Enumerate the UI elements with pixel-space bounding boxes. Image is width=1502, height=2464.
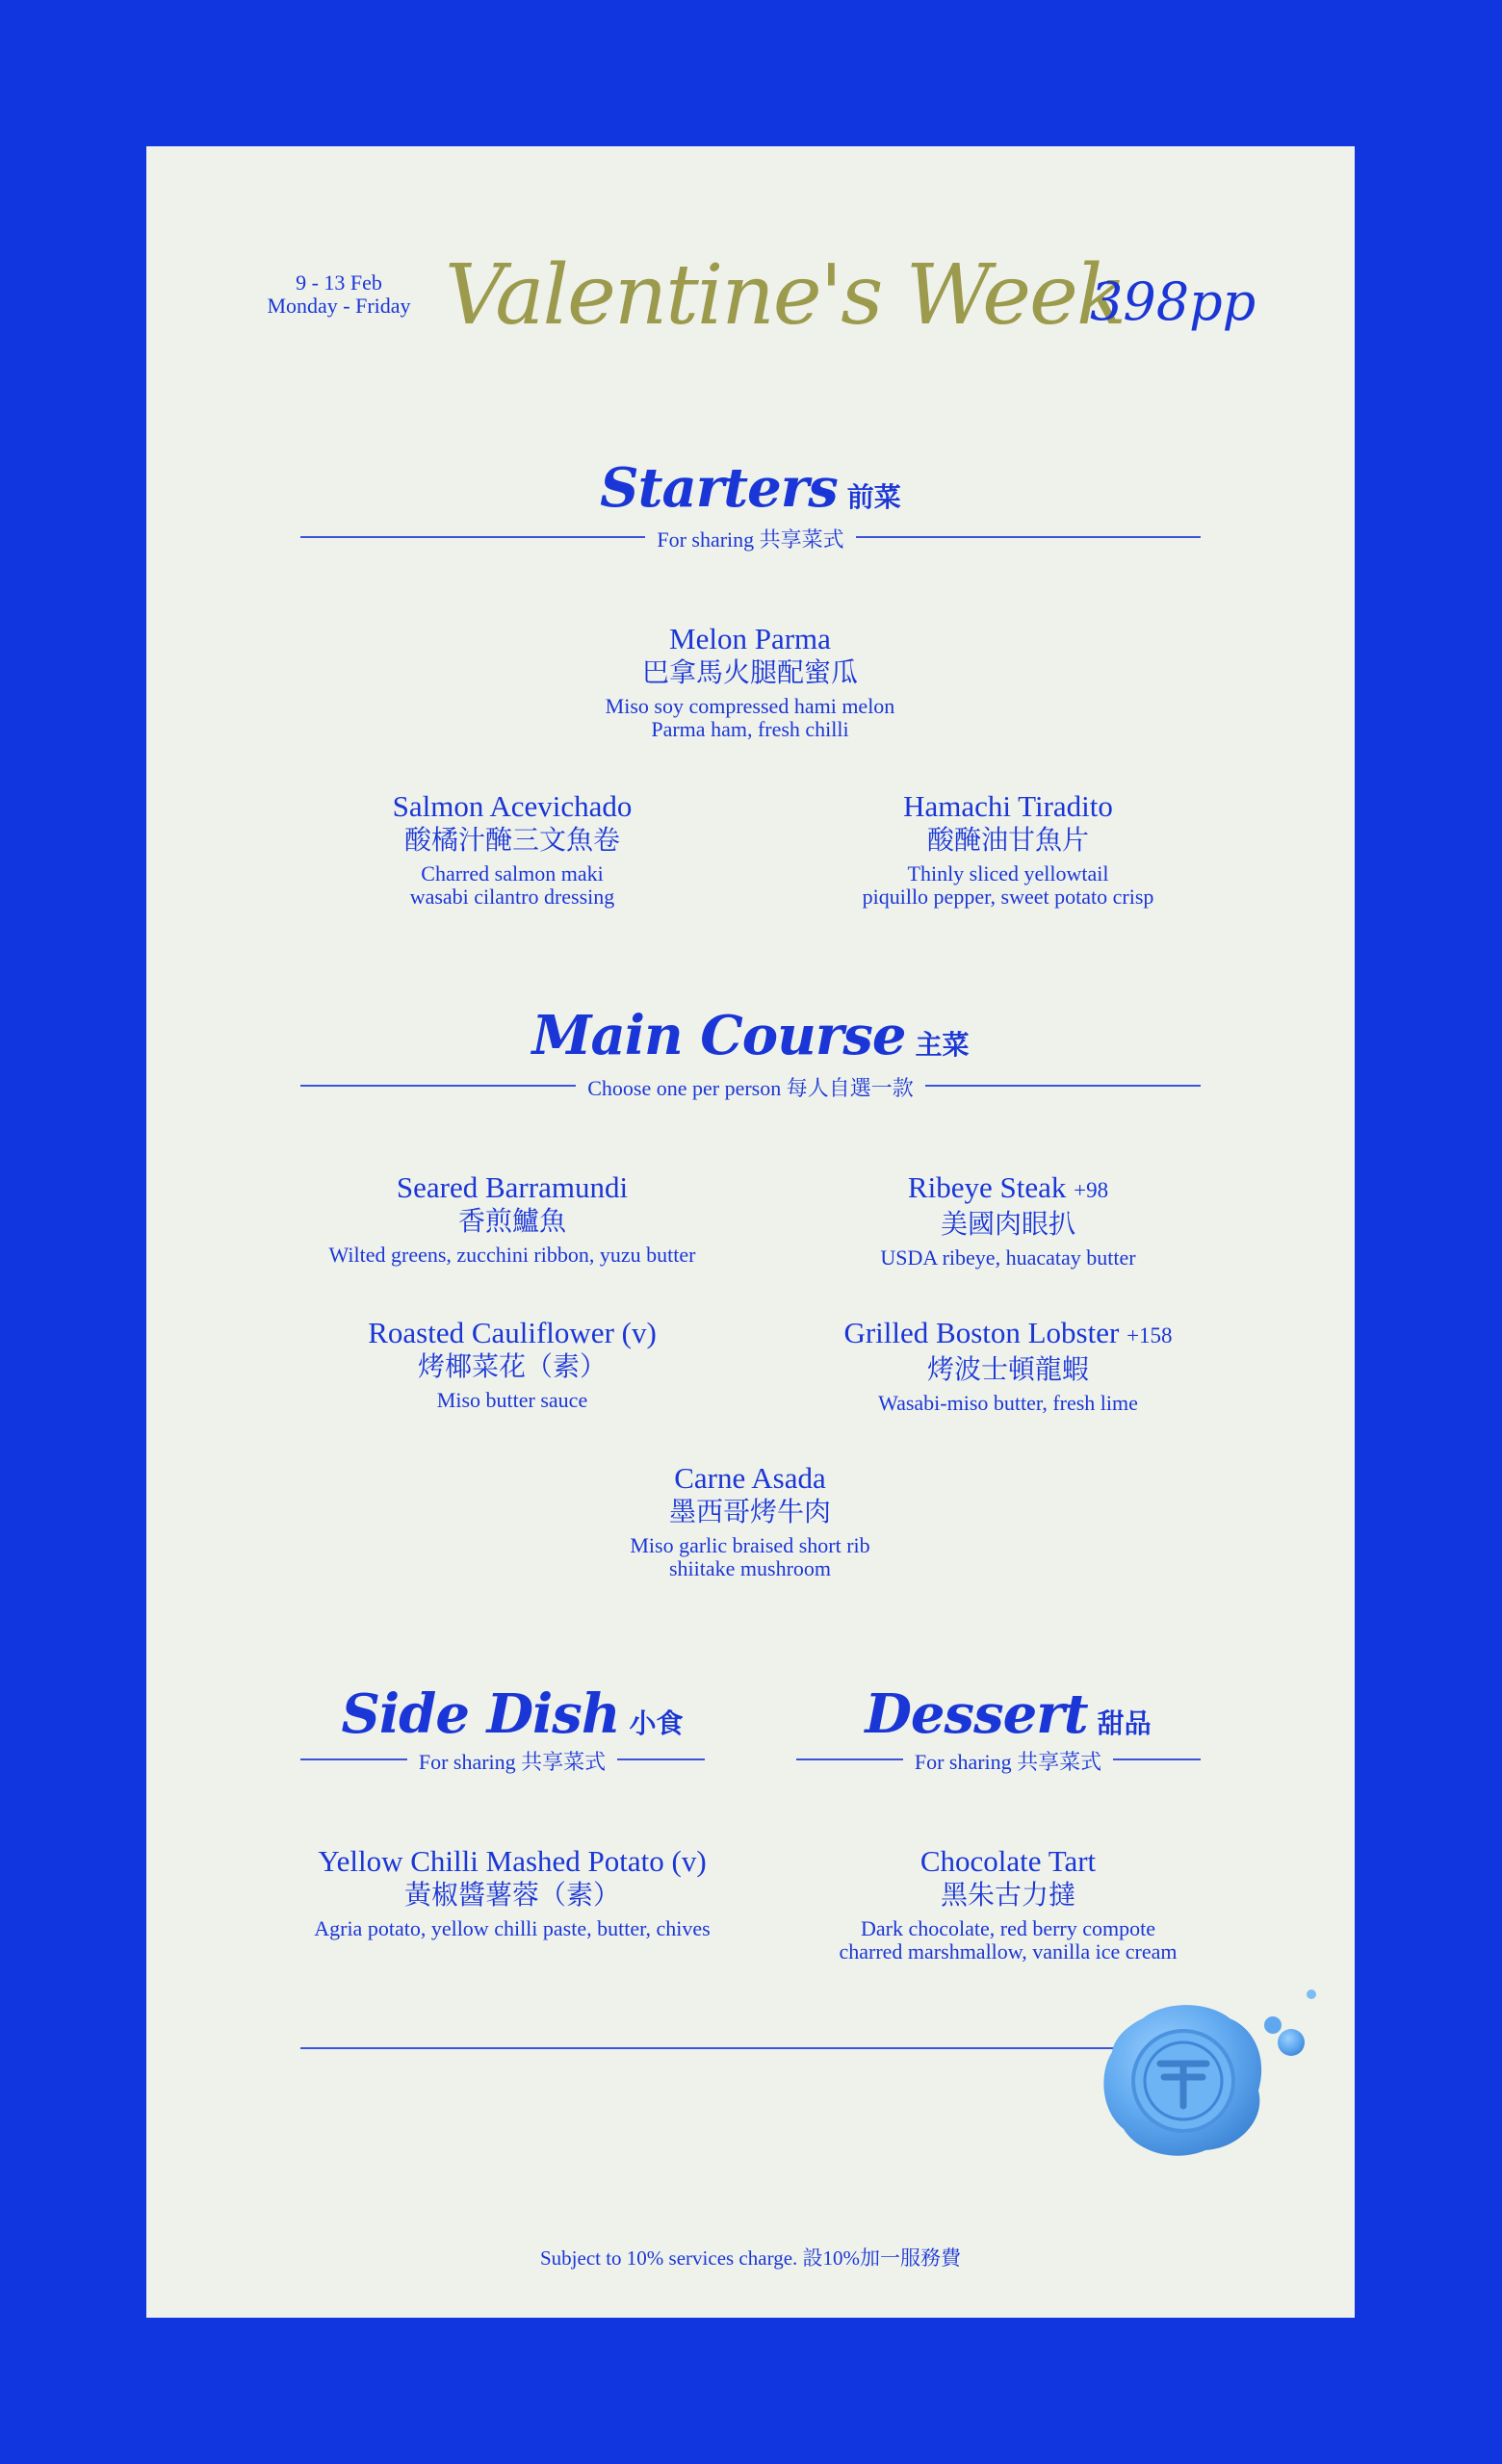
item-desc: Wilted greens, zucchini ribbon, yuzu butter (328, 1243, 696, 1267)
item-name-zh: 酸醃油甘魚片 (926, 824, 1089, 856)
item-name: Ribeye Steak +98 (907, 1170, 1109, 1204)
days-text: Monday - Friday (267, 294, 411, 318)
side-title: Side Dish (341, 1682, 620, 1746)
item-name: Hamachi Tiradito (903, 789, 1113, 823)
item-surcharge: +158 (1126, 1323, 1173, 1348)
date-range (252, 271, 426, 318)
item-desc: Dark chocolate, red berry compote charred marshmallow, vanilla ice cream (839, 1916, 1178, 1964)
menu-card (146, 146, 1355, 2318)
side-subtitle-wrap (272, 1746, 753, 1776)
page-title: Valentine's Week (445, 247, 1126, 344)
main-subtitle-wrap (146, 1072, 1355, 1102)
item-desc: Wasabi-miso butter, fresh lime (878, 1391, 1138, 1415)
menu-item (272, 1844, 753, 1940)
main-title: Main Course (531, 1004, 906, 1067)
item-desc: Thinly sliced yellowtail piquillo pepper, sweet potato crisp (862, 861, 1154, 909)
menu-item (272, 789, 753, 909)
dessert-subtitle-wrap (767, 1746, 1249, 1776)
item-desc: Miso soy compressed hami melon Parma ham, fresh chilli (605, 694, 895, 741)
menu-item (272, 1316, 753, 1412)
dates-text: 9 - 13 Feb (296, 270, 382, 295)
item-name-zh: 烤椰菜花（素） (417, 1350, 607, 1382)
side-subtitle: For sharing 共享菜式 (407, 1750, 617, 1774)
item-name-zh: 墨西哥烤牛肉 (668, 1496, 831, 1527)
menu-item (509, 622, 991, 741)
item-name-zh: 黃椒醬薯蓉（素） (403, 1879, 620, 1911)
wax-seal-icon (1075, 1985, 1316, 2182)
item-name: Salmon Acevichado (392, 789, 633, 823)
item-name-zh: 香煎鱸魚 (457, 1205, 566, 1237)
service-charge-note: Subject to 10% services charge. 設10%加一服務費 (539, 2246, 962, 2270)
starters-subtitle: For sharing 共享菜式 (645, 527, 855, 552)
item-name: Roasted Cauliflower (v) (368, 1316, 657, 1349)
item-name: Carne Asada (674, 1461, 826, 1495)
starters-title: Starters (600, 456, 838, 520)
item-desc: Agria potato, yellow chilli paste, butter, chives (314, 1916, 711, 1940)
item-name-zh: 美國肉眼扒 (940, 1208, 1075, 1240)
item-name: Seared Barramundi (396, 1170, 629, 1204)
side-title-zh: 小食 (629, 1707, 684, 1739)
starters-title-zh: 前菜 (846, 481, 901, 513)
item-desc: Miso garlic braised short rib shiitake mushroom (630, 1533, 870, 1580)
main-heading (146, 1004, 1355, 1067)
item-name: Yellow Chilli Mashed Potato (v) (318, 1844, 707, 1878)
menu-item (767, 1844, 1249, 1964)
starters-subtitle-wrap (146, 524, 1355, 553)
starters-heading (146, 456, 1355, 520)
main-subtitle: Choose one per person 每人自選一款 (576, 1076, 925, 1100)
item-name: Grilled Boston Lobster +158 (843, 1316, 1173, 1349)
menu-item (767, 789, 1249, 909)
menu-item (272, 1170, 753, 1267)
side-heading (272, 1682, 753, 1746)
menu-item (767, 1170, 1249, 1270)
dessert-title: Dessert (865, 1682, 1088, 1746)
dessert-heading (767, 1682, 1249, 1746)
item-desc: USDA ribeye, huacatay butter (880, 1245, 1136, 1270)
item-name: Melon Parma (669, 622, 831, 655)
item-name-zh: 酸橘汁醃三文魚卷 (403, 824, 620, 856)
item-name-zh: 巴拿馬火腿配蜜瓜 (641, 656, 858, 688)
dessert-title-zh: 甜品 (1097, 1707, 1152, 1739)
item-name: Chocolate Tart (919, 1844, 1097, 1878)
main-title-zh: 主菜 (915, 1029, 970, 1061)
price-per-person: 398pp (1090, 271, 1256, 332)
menu-item (767, 1316, 1249, 1415)
bottom-divider (300, 2047, 1148, 2049)
footer (146, 2243, 1355, 2272)
dessert-subtitle: For sharing 共享菜式 (903, 1750, 1113, 1774)
menu-item (509, 1461, 991, 1580)
item-desc: Miso butter sauce (436, 1388, 588, 1412)
item-desc: Charred salmon maki wasabi cilantro dressing (409, 861, 615, 909)
item-name-zh: 烤波士頓龍蝦 (926, 1353, 1089, 1385)
item-name-zh: 黑朱古力撻 (940, 1879, 1075, 1911)
item-surcharge: +98 (1074, 1178, 1109, 1202)
